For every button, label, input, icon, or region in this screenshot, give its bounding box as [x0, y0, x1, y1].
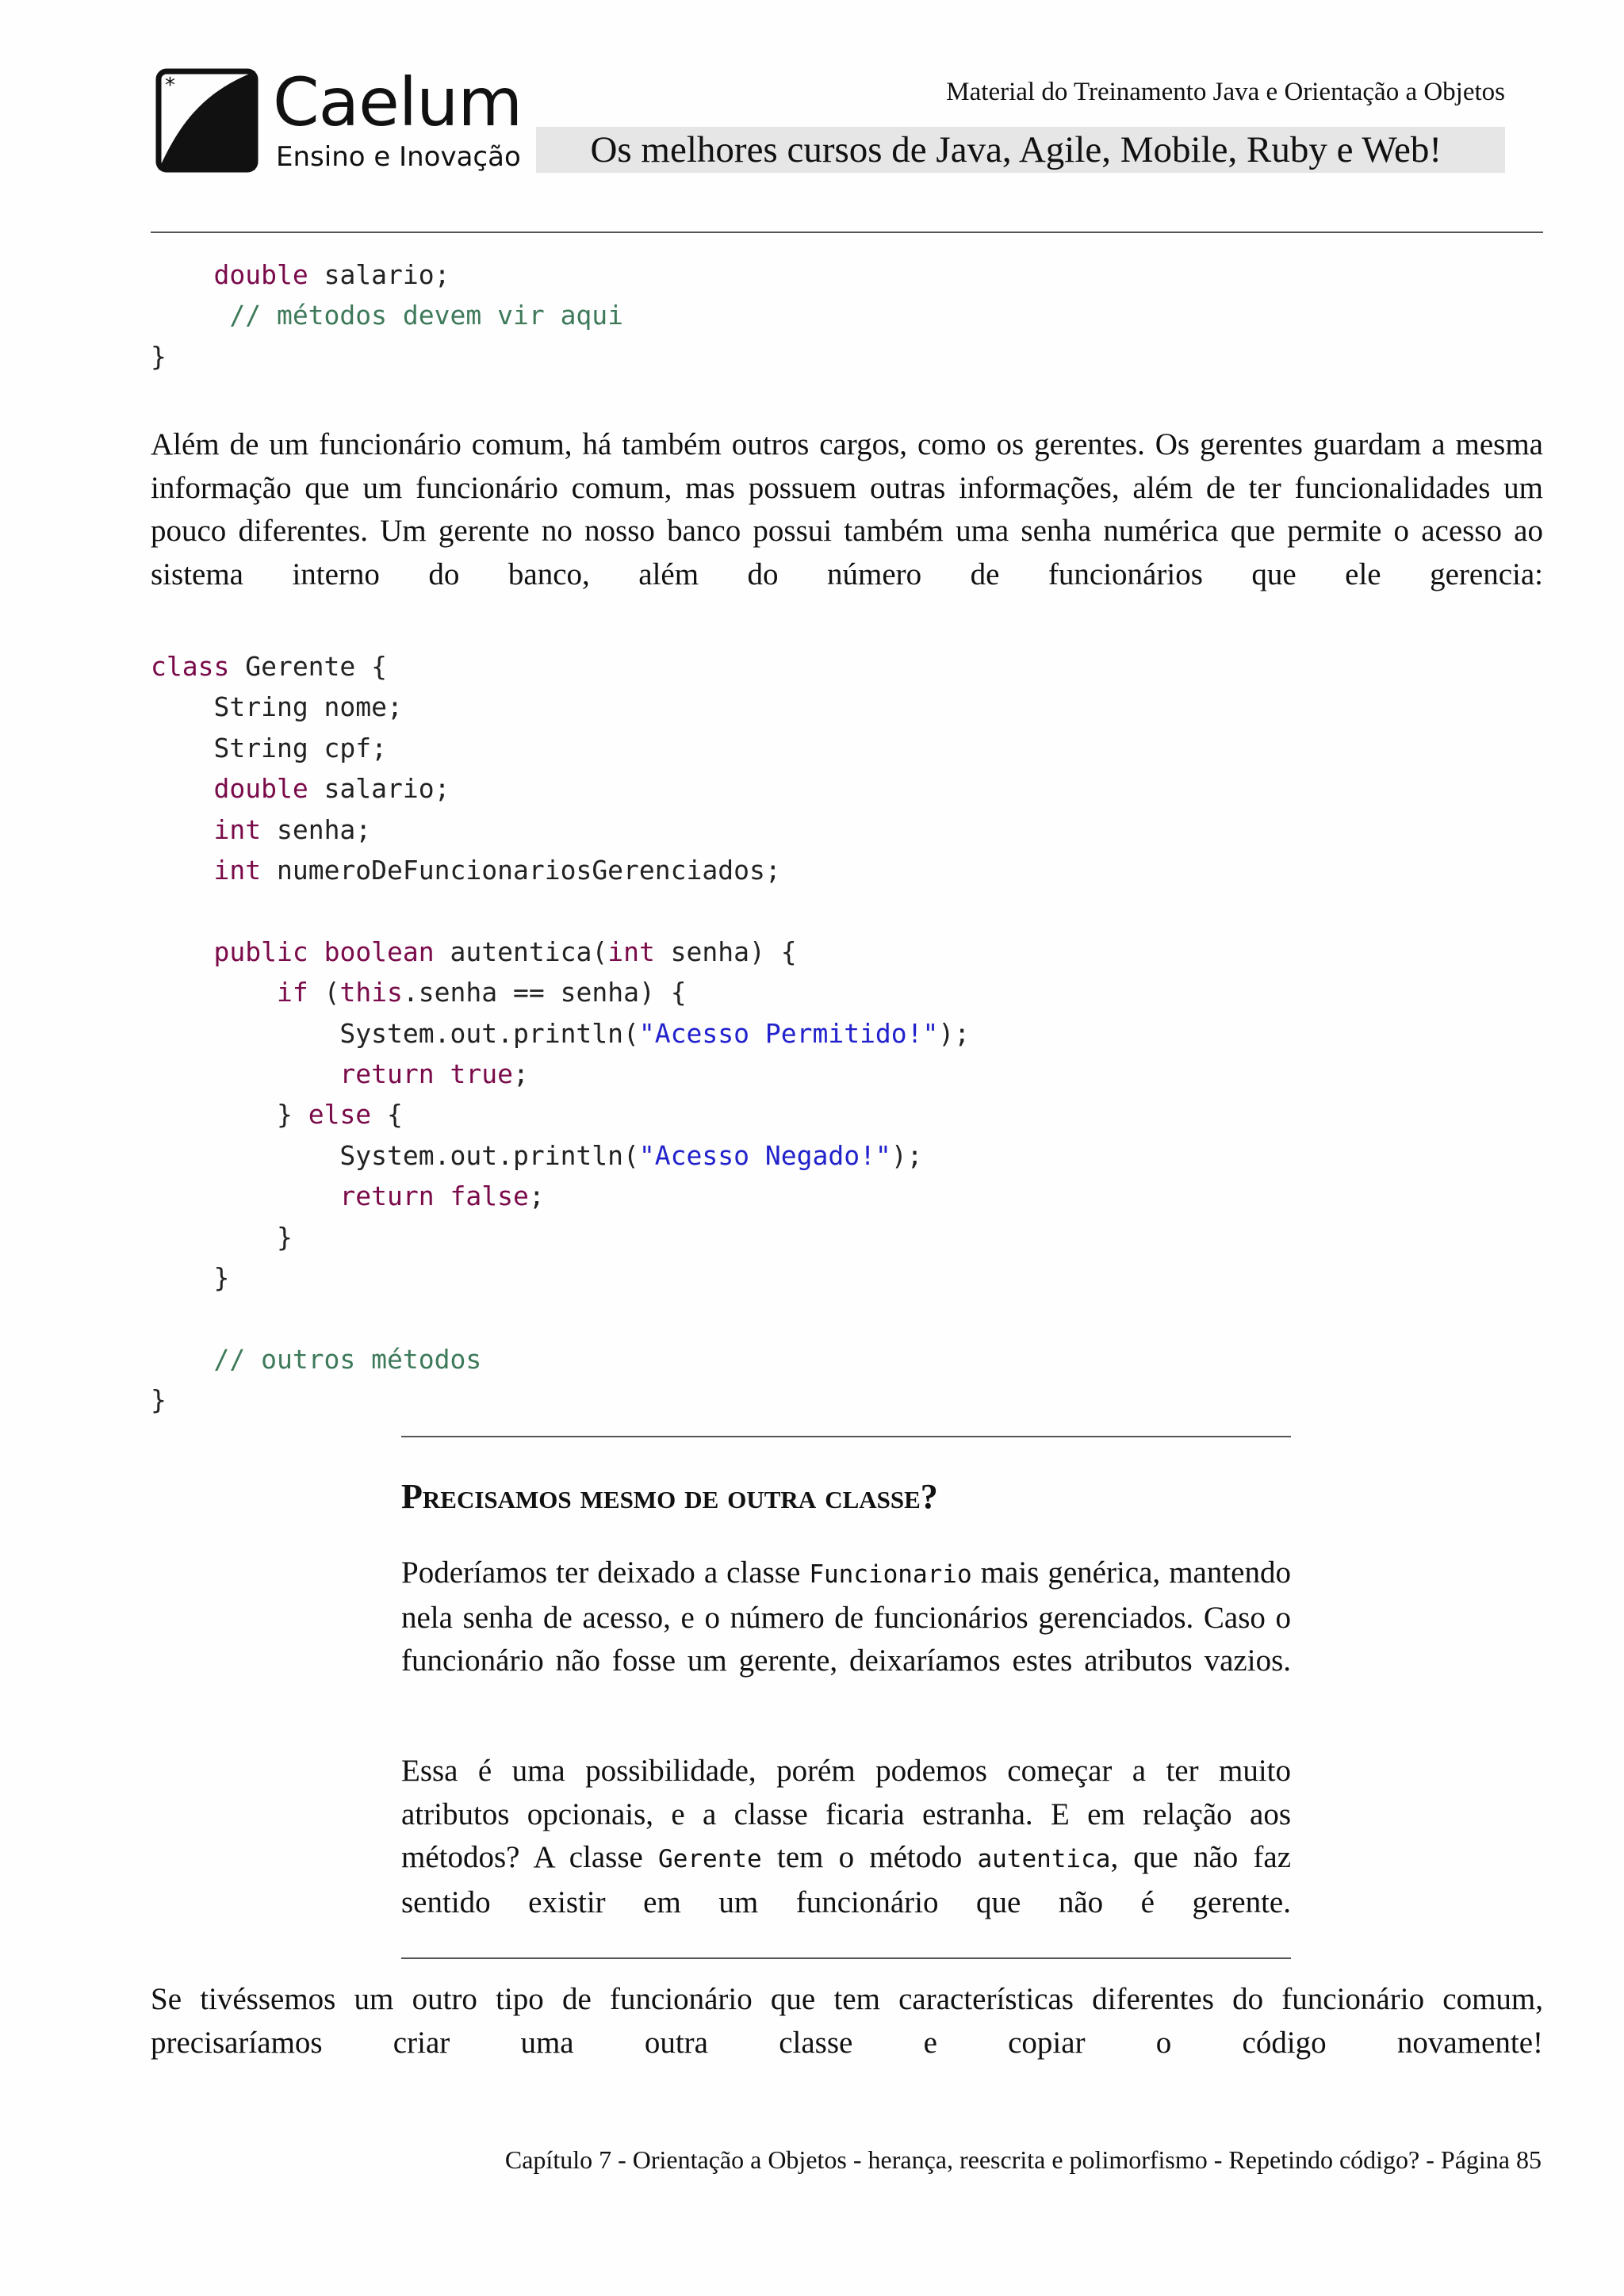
svg-text:*: *	[165, 74, 175, 98]
box-inline-code: autentica	[977, 1845, 1111, 1873]
code-keyword: else	[308, 1099, 372, 1131]
code-keyword: double	[213, 259, 308, 290]
code-text: }	[276, 1221, 293, 1253]
code-comment: // métodos devem vir aqui	[229, 300, 624, 331]
header-rule	[151, 232, 1543, 233]
code-text: .senha == senha) {	[402, 977, 687, 1008]
code-text: salario;	[308, 259, 450, 290]
code-keyword: false	[450, 1181, 529, 1212]
paragraph-outro-tipo: Se tivéssemos um outro tipo de funcionário que tem características diferentes do funcionário comum, precisaríamos criar uma outra classe e copiar o código novamente!	[151, 1982, 1543, 2060]
code-keyword: if	[276, 977, 308, 1008]
box-text: tem o método	[761, 1840, 978, 1874]
code-string: "Acesso Negado!"	[638, 1139, 891, 1171]
code-keyword: int	[213, 813, 262, 845]
caelum-logo	[155, 63, 523, 176]
code-text: String cpf;	[213, 732, 388, 763]
code-keyword: return	[339, 1181, 435, 1212]
logo-tagline: Ensino e Inovação	[276, 141, 521, 173]
code-keyword: class	[151, 651, 230, 682]
box-paragraph-1	[401, 1552, 1291, 1683]
code-keyword: int	[607, 936, 655, 967]
code-text: numeroDeFuncionariosGerenciados;	[261, 855, 781, 886]
box-top-rule	[401, 1436, 1291, 1437]
code-text: }	[213, 1262, 230, 1294]
code-keyword: return	[339, 1058, 435, 1090]
code-text: }	[276, 1099, 308, 1131]
box-text: Essa é uma possibilidade, porém podemos começar a ter muito atributos opcionais, e a classe ficaria estranha. E em relação aos métodos? A classe	[401, 1754, 1291, 1874]
code-text: salario;	[308, 773, 450, 805]
box-title: Precisamos mesmo de outra classe?	[401, 1477, 938, 1516]
code-text: senha) {	[654, 936, 797, 967]
caelum-logo-icon	[155, 68, 259, 173]
slogan-band	[536, 127, 1505, 173]
box-bottom-rule	[401, 1957, 1291, 1959]
box-text: mais genérica, mantendo nela senha de acesso, e o número de funcionários gerenciados. Caso o funcionário não fosse um gerente, deixaríamos estes atributos vazios.	[401, 1556, 1291, 1678]
code-keyword: public	[213, 936, 308, 967]
box-inline-code: Gerente	[658, 1845, 762, 1873]
page-footer: Capítulo 7 - Orientação a Objetos - herança, reescrita e polimorfismo - Repetindo código? - Página 85	[504, 2145, 1542, 2174]
code-text: String nome;	[213, 691, 403, 723]
code-text: senha;	[261, 813, 372, 845]
paragraph-gerentes: Além de um funcionário comum, há também outros cargos, como os gerentes. Os gerentes guardam a mesma informação que um funcionário comum, mas possuem outras informações, além de ter funcionalidades um pouco diferentes. Um gerente no nosso banco possui também uma senha numérica que permite o acesso ao sistema interno do banco, além do número de funcionários que ele gerencia:	[151, 427, 1543, 591]
code-text: {	[371, 1099, 403, 1131]
material-title: Material do Treinamento Java e Orientação a Objetos	[946, 78, 1505, 106]
code-text: }	[151, 1384, 167, 1416]
code-keyword: int	[213, 855, 262, 886]
code-keyword: this	[339, 977, 403, 1008]
code-text: autentica(	[434, 936, 608, 967]
code-string: "Acesso Permitido!"	[638, 1017, 939, 1049]
code-block-gerente: class Gerente { String nome; String cpf; double salario; int senha; int numeroDeFuncionariosGerenciados; public boolean autentica(int senha) { if (this.senha == senha) { System.out.println("Acesso Permitido!"); return true; } else { System.out.println("Acesso Negado!"); return false; } } // outros métodos }	[151, 651, 971, 1416]
box-text: , que não faz sentido existir em um funcionário que não é gerente.	[401, 1840, 1292, 1919]
slogan: Os melhores cursos de Java, Agile, Mobile, Ruby e Web!	[590, 129, 1442, 170]
box-text: Poderíamos ter deixado a classe	[401, 1556, 810, 1590]
logo-name: Caelum	[273, 63, 523, 141]
code-text: System.out.println(	[339, 1139, 639, 1171]
code-keyword: true	[450, 1058, 513, 1090]
code-keyword: double	[213, 773, 308, 805]
code-text: );	[938, 1017, 971, 1049]
box-inline-code: Funcionario	[809, 1560, 972, 1589]
code-keyword: boolean	[324, 936, 435, 967]
code-block-funcionario-end	[151, 254, 623, 377]
code-comment: // outros métodos	[213, 1343, 482, 1375]
code-text: }	[151, 340, 167, 372]
box-paragraph-2	[401, 1750, 1291, 1924]
code-text: Gerente {	[229, 651, 388, 682]
code-text: System.out.println(	[339, 1017, 639, 1049]
code-text: (	[308, 977, 340, 1008]
code-text: );	[891, 1139, 923, 1171]
